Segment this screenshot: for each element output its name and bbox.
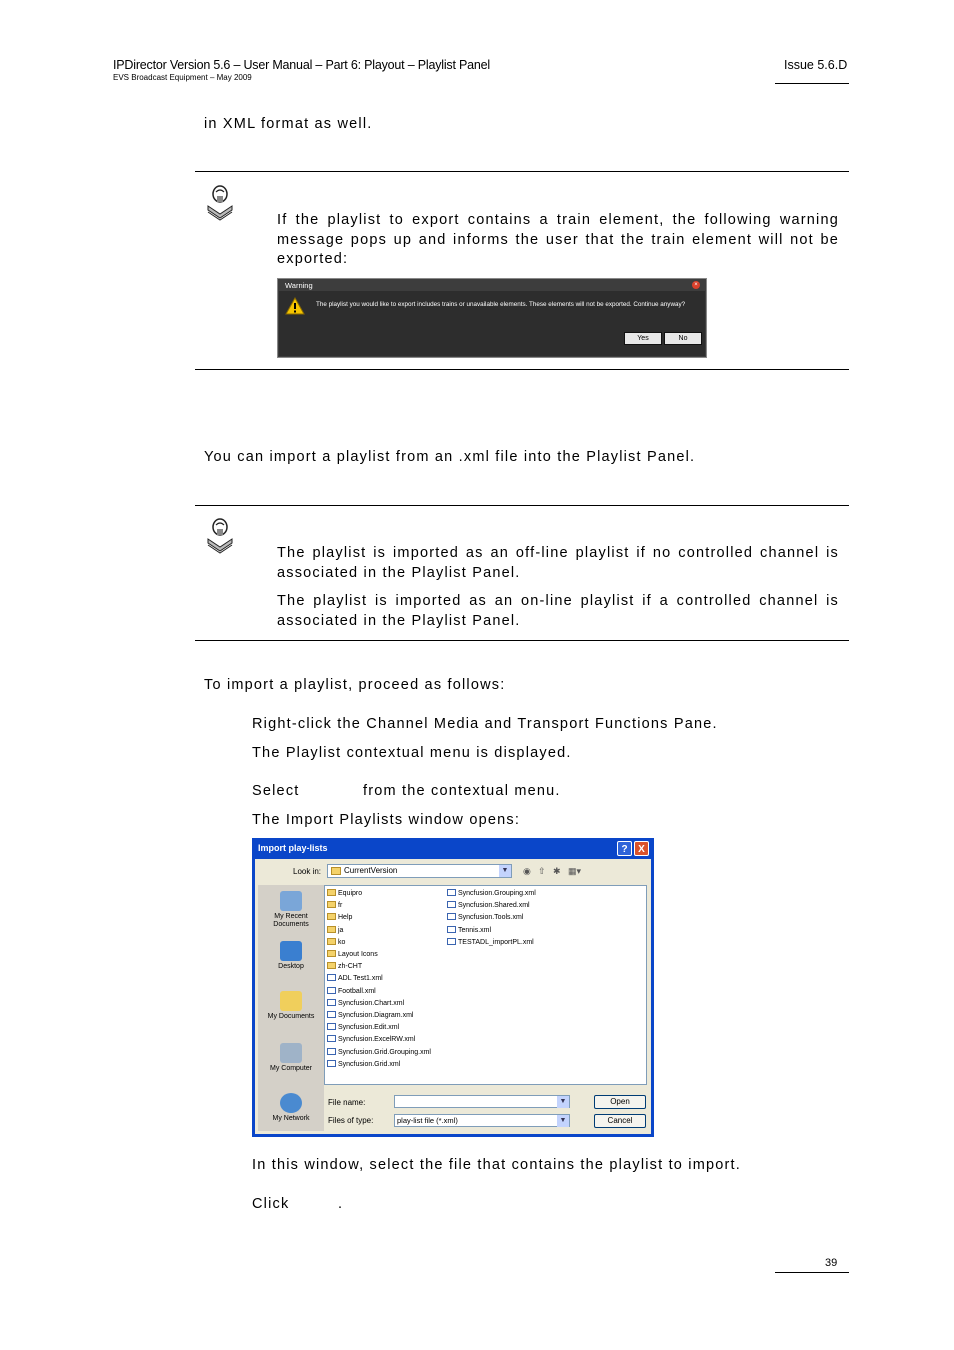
list-item-label: Football.xml — [338, 987, 376, 995]
paragraph-import: You can import a playlist from an .xml file into the Playlist Panel. — [204, 449, 696, 465]
list-item[interactable] — [327, 1048, 431, 1057]
my-network-icon — [280, 1093, 302, 1113]
list-item[interactable] — [447, 901, 530, 910]
header-issue: Issue 5.6.D — [784, 58, 848, 72]
note-icon — [204, 184, 240, 224]
look-in-label: Look in: — [293, 867, 322, 876]
list-item[interactable] — [447, 938, 534, 947]
xml-file-icon — [327, 987, 336, 994]
xml-file-icon — [447, 889, 456, 896]
folder-icon — [327, 938, 336, 945]
place-label: My Recent Documents — [273, 913, 309, 928]
list-item-label: Syncfusion.Diagram.xml — [338, 1012, 414, 1019]
list-item-label: ADL Test1.xml — [338, 975, 383, 983]
desktop-icon — [280, 941, 302, 961]
cancel-button[interactable]: Cancel — [594, 1114, 646, 1128]
list-item-label: zh-CHT — [338, 963, 363, 971]
list-item-label: Equipro — [338, 890, 363, 897]
list-item-label: TESTADL_importPL.xml — [458, 938, 534, 946]
list-item-label: Syncfusion.ExcelRW.xml — [338, 1036, 416, 1044]
xml-file-icon — [447, 938, 456, 945]
list-item-label: fr — [338, 902, 343, 910]
note-train-warning: If the playlist to export contains a train element, the following warning message pops up and informs the user that the train element will not be exported: — [277, 212, 839, 267]
warning-dialog — [277, 278, 707, 358]
list-item[interactable] — [327, 987, 376, 996]
step-4-suffix: . — [338, 1196, 344, 1212]
list-item-label: ko — [338, 938, 346, 946]
import-dialog — [252, 838, 654, 1137]
note-icon — [204, 517, 240, 557]
open-button[interactable]: Open — [594, 1095, 646, 1109]
paragraph-proceed: To import a playlist, proceed as follows: — [204, 677, 506, 693]
chevron-down-icon[interactable]: ▼ — [557, 1115, 569, 1127]
view-menu-icon[interactable]: ▦▾ — [568, 866, 582, 876]
note-rule-bottom — [195, 640, 849, 641]
list-item-label: Help — [338, 914, 353, 922]
step-4-prefix: Click — [252, 1196, 290, 1212]
place-label: My Documents — [267, 1013, 315, 1020]
file-name-label: File name: — [328, 1098, 366, 1107]
my-computer-icon — [280, 1043, 302, 1063]
list-item[interactable] — [447, 926, 491, 935]
xml-file-icon — [327, 1060, 336, 1067]
look-in-value: CurrentVersion — [344, 866, 398, 875]
xml-file-icon — [447, 926, 456, 933]
header-subtitle: EVS Broadcast Equipment – May 2009 — [113, 73, 252, 82]
file-name-input[interactable] — [394, 1095, 570, 1108]
header-title: IPDirector Version 5.6 – User Manual – Part 6: Playout – Playlist Panel — [113, 58, 490, 72]
folder-icon — [327, 962, 336, 969]
list-item[interactable] — [327, 938, 345, 947]
list-item[interactable] — [447, 889, 536, 898]
close-icon[interactable]: X — [634, 841, 649, 856]
xml-file-icon — [447, 901, 456, 908]
back-icon[interactable]: ◉ — [523, 866, 531, 876]
list-item[interactable] — [327, 962, 362, 971]
step-2-prefix: Select — [252, 783, 300, 799]
list-item[interactable] — [327, 889, 362, 898]
chevron-down-icon[interactable]: ▼ — [499, 865, 511, 877]
note-rule-top — [195, 171, 849, 172]
footer-rule — [775, 1272, 849, 1273]
list-item-label: Syncfusion.Grid.Grouping.xml — [338, 1048, 431, 1056]
list-item[interactable] — [327, 974, 383, 983]
place-desktop[interactable] — [258, 941, 324, 971]
list-item-label: Layout Icons — [338, 951, 378, 958]
place-my-network[interactable] — [258, 1093, 324, 1123]
note-rule-bottom — [195, 369, 849, 370]
step-1-result: The Playlist contextual menu is displayed. — [252, 745, 572, 761]
place-my-computer[interactable] — [258, 1043, 324, 1073]
file-type-label: Files of type: — [328, 1116, 374, 1125]
xml-file-icon — [327, 1011, 336, 1018]
chevron-down-icon[interactable]: ▼ — [557, 1096, 569, 1108]
list-item-label: Syncfusion.Chart.xml — [338, 999, 405, 1007]
yes-button[interactable]: Yes — [624, 332, 662, 345]
step-2-result: The Import Playlists window opens: — [252, 812, 521, 828]
list-item-label: Syncfusion.Tools.xml — [458, 914, 524, 922]
new-folder-icon[interactable]: ✱ — [553, 866, 561, 876]
import-dialog-title: Import play-lists — [258, 843, 328, 853]
note-rule-top — [195, 505, 849, 506]
place-label: Desktop — [278, 963, 304, 970]
list-item-label: Syncfusion.Edit.xml — [338, 1024, 400, 1032]
folder-icon — [331, 867, 341, 875]
help-icon[interactable]: ? — [617, 841, 632, 856]
warning-message: The playlist you would like to export includes trains or unavailable elements. These elements will not be exported. Continue anyway? — [316, 301, 686, 308]
list-item[interactable] — [327, 913, 352, 922]
list-item[interactable] — [327, 950, 378, 959]
list-item[interactable] — [327, 1060, 400, 1069]
folder-icon — [327, 950, 336, 957]
step-2-suffix: from the contextual menu. — [363, 783, 561, 799]
step-1: Right-click the Channel Media and Transport Functions Pane. — [252, 716, 718, 732]
folder-icon — [327, 889, 336, 896]
xml-file-icon — [327, 1035, 336, 1042]
place-recent-documents[interactable] — [258, 891, 324, 929]
file-type-value: play-list file (*.xml) — [397, 1116, 458, 1125]
folder-icon — [327, 913, 336, 920]
note-offline-playlist: The playlist is imported as an off-line playlist if no controlled channel is associated in the Playlist Panel. — [277, 545, 839, 581]
list-item-label: Tennis.xml — [458, 926, 492, 934]
list-item[interactable] — [327, 926, 343, 935]
look-in-dropdown[interactable] — [327, 864, 512, 878]
header-rule — [775, 83, 849, 84]
warning-icon — [285, 297, 305, 315]
xml-file-icon — [327, 999, 336, 1006]
list-item[interactable] — [327, 1035, 415, 1044]
xml-file-icon — [447, 913, 456, 920]
place-label: My Computer — [269, 1065, 312, 1072]
folder-icon — [327, 926, 336, 933]
list-item-label: Syncfusion.Shared.xml — [458, 902, 530, 910]
list-item-label: Syncfusion.Grid.xml — [338, 1060, 401, 1068]
warning-dialog-title: Warning — [285, 281, 313, 290]
list-item-label: ja — [338, 926, 344, 934]
recent-documents-icon — [280, 891, 302, 911]
list-item[interactable] — [327, 901, 342, 910]
place-label: My Network — [272, 1115, 310, 1122]
no-button[interactable]: No — [664, 332, 702, 345]
places-bar — [258, 885, 324, 1131]
list-item[interactable] — [327, 999, 404, 1008]
list-item[interactable] — [447, 913, 523, 922]
up-folder-icon[interactable]: ⇧ — [538, 866, 546, 876]
list-item[interactable] — [327, 1023, 399, 1032]
place-my-documents[interactable] — [258, 991, 324, 1021]
folder-icon — [327, 901, 336, 908]
xml-file-icon — [327, 1023, 336, 1030]
step-3: In this window, select the file that contains the playlist to import. — [252, 1157, 742, 1173]
xml-file-icon — [327, 1048, 336, 1055]
list-item-label: Syncfusion.Grouping.xml — [458, 890, 536, 897]
list-item[interactable] — [327, 1011, 413, 1020]
paragraph-xml: in XML format as well. — [204, 116, 373, 132]
xml-file-icon — [327, 974, 336, 981]
file-list[interactable] — [324, 885, 647, 1085]
page-number: 39 — [825, 1257, 838, 1269]
file-type-select[interactable] — [394, 1114, 570, 1127]
note-online-playlist: The playlist is imported as an on-line playlist if a controlled channel is associated in the Playlist Panel. — [277, 593, 839, 629]
my-documents-icon — [280, 991, 302, 1011]
close-icon[interactable]: × — [692, 281, 700, 289]
